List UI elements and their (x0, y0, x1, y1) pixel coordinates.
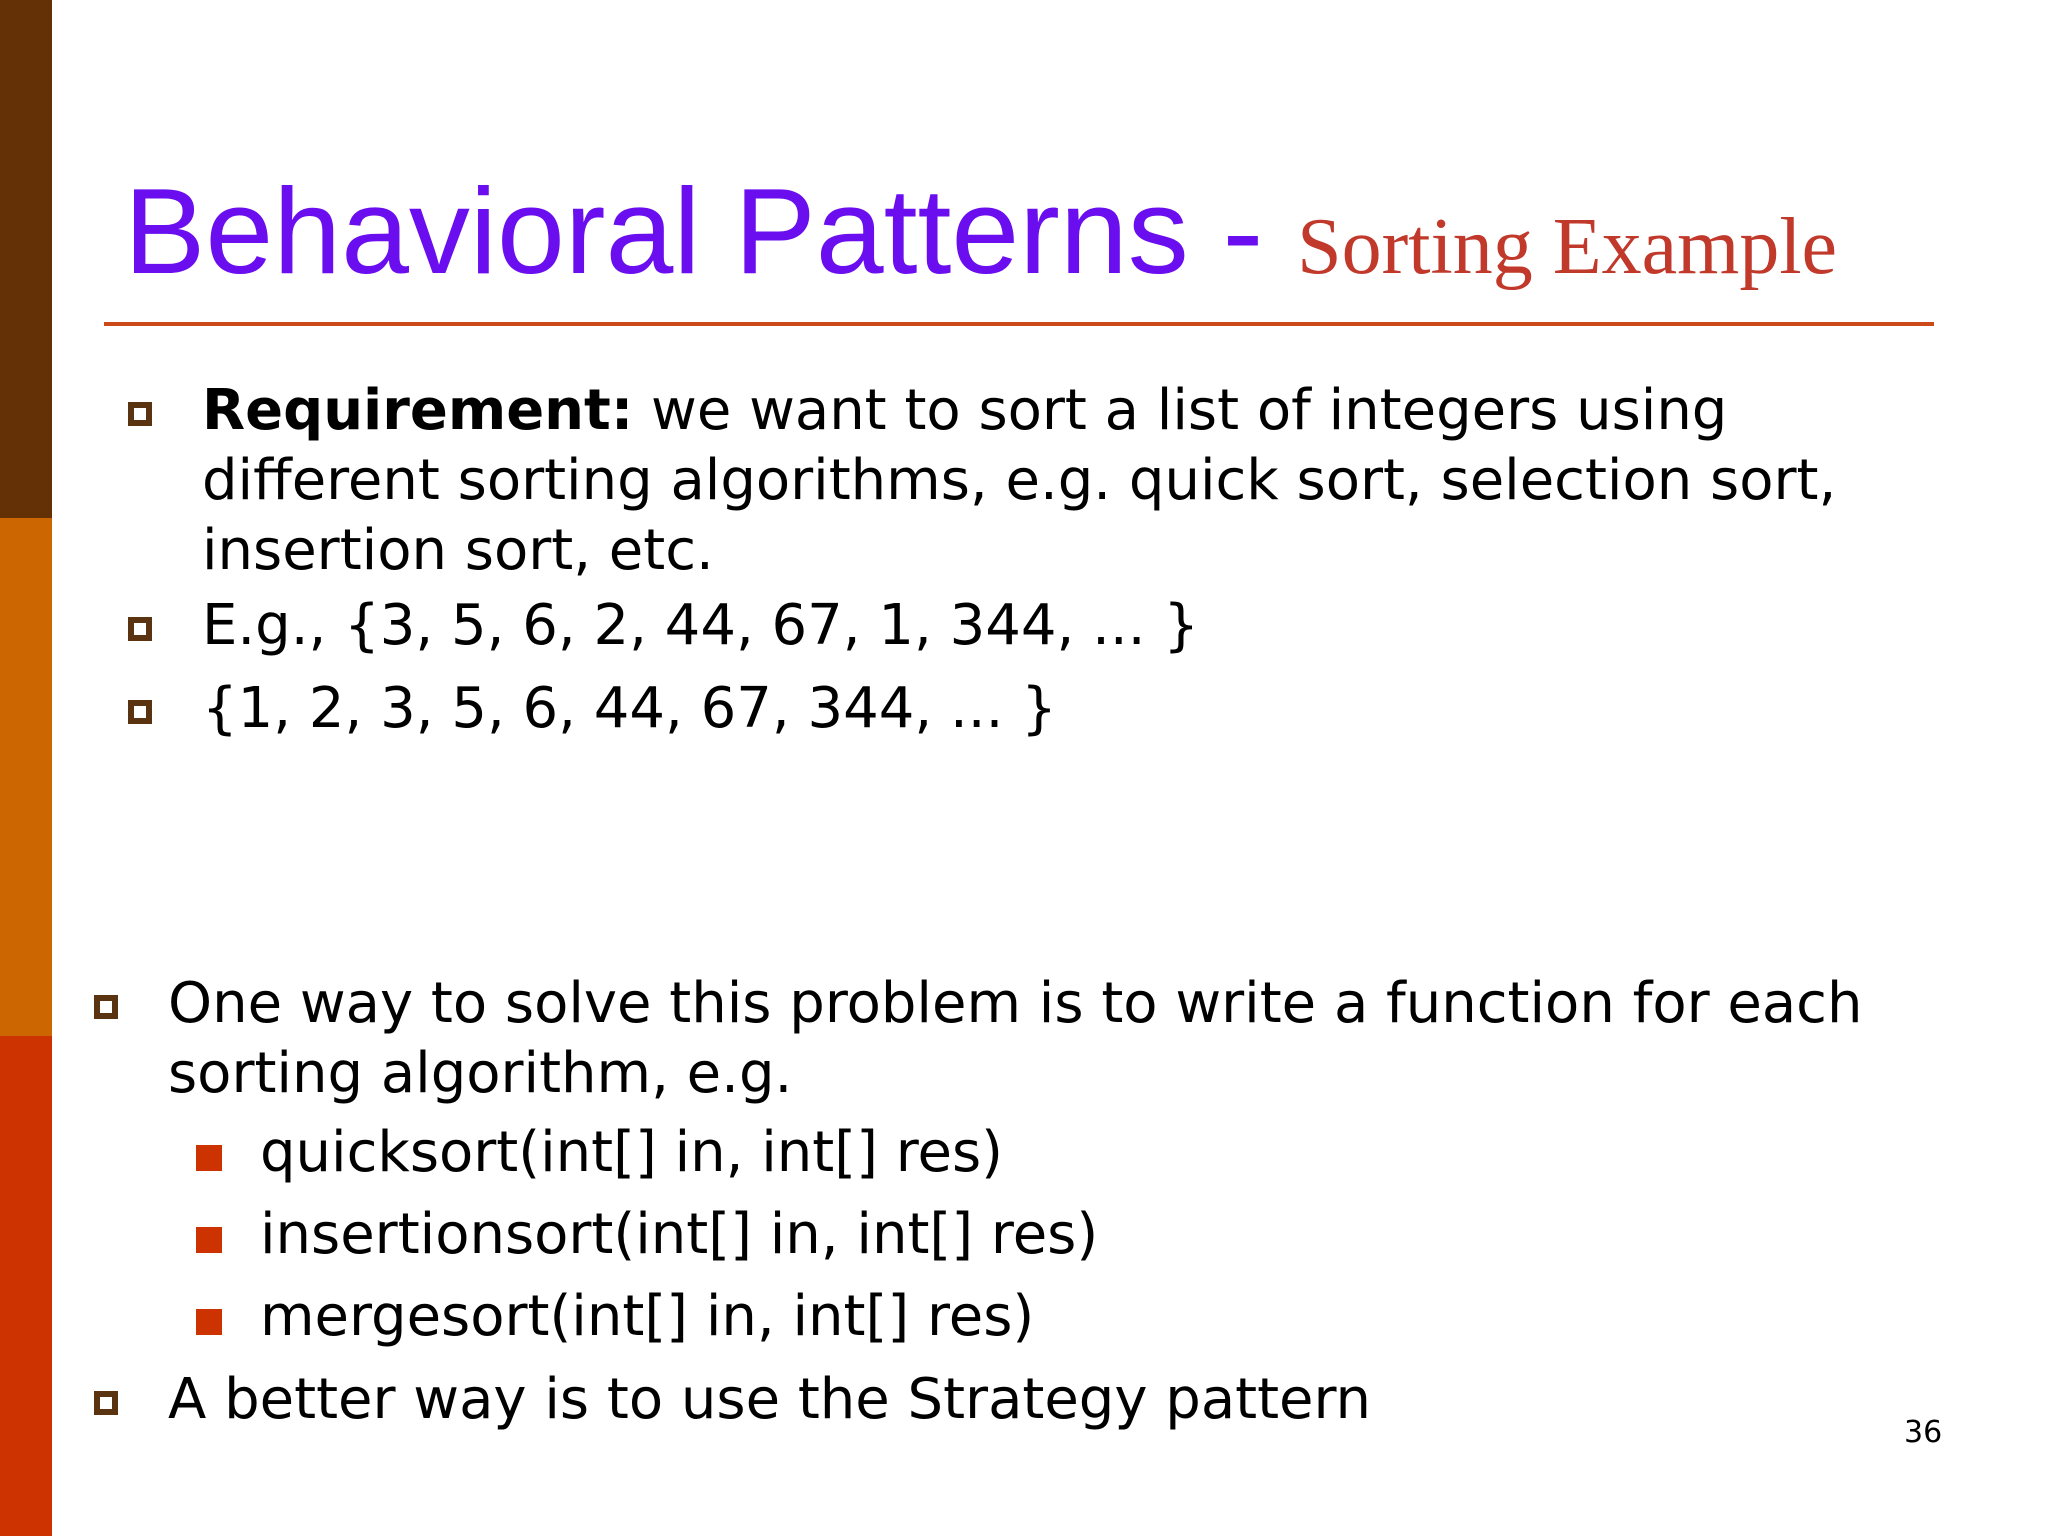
requirement-line-2: different sorting algorithms, e.g. quick sort, selection sort, (202, 448, 1837, 513)
bullet-example-output (128, 674, 1928, 744)
requirement-text-1: we want to sort a list of integers using (633, 378, 1728, 443)
side-bar-top-segment (0, 0, 52, 518)
side-bar-middle-segment (0, 518, 52, 1036)
side-bar-bottom-segment (0, 1036, 52, 1536)
bullet-one-way (94, 969, 1944, 1109)
hollow-square-bullet-icon (128, 402, 152, 426)
bullet-requirement (128, 376, 1928, 586)
page-number: 36 (1904, 1415, 1943, 1450)
hollow-square-bullet-icon (128, 617, 152, 641)
filled-square-bullet-icon (196, 1227, 222, 1253)
hollow-square-bullet-icon (128, 700, 152, 724)
bullet-better-way (94, 1365, 1894, 1435)
example-input-text: E.g., {3, 5, 6, 2, 44, 67, 1, 344, ... } (202, 593, 1199, 658)
function-quicksort: quicksort(int[] in, int[] res) (260, 1120, 1004, 1185)
hollow-square-bullet-icon (94, 995, 118, 1019)
function-insertionsort: insertionsort(int[] in, int[] res) (260, 1202, 1099, 1267)
requirement-line-1 (202, 376, 1727, 446)
filled-square-bullet-icon (196, 1309, 222, 1335)
hollow-square-bullet-icon (94, 1391, 118, 1415)
requirement-label: Requirement: (202, 378, 634, 443)
requirement-line-3: insertion sort, etc. (202, 518, 714, 583)
sub-bullet-mergesort (196, 1282, 1796, 1352)
sub-bullet-quicksort (196, 1118, 1796, 1188)
sub-bullet-insertionsort (196, 1200, 1796, 1270)
filled-square-bullet-icon (196, 1145, 222, 1171)
slide-title (124, 163, 1838, 299)
title-main-text: Behavioral Patterns - (124, 163, 1298, 299)
one-way-line-1: One way to solve this problem is to write a function for each (168, 971, 1863, 1036)
function-mergesort: mergesort(int[] in, int[] res) (260, 1284, 1035, 1349)
one-way-line-2: sorting algorithm, e.g. (168, 1041, 793, 1106)
title-underline-divider (104, 322, 1934, 326)
title-subtitle-text: Sorting Example (1297, 203, 1838, 291)
example-output-text: {1, 2, 3, 5, 6, 44, 67, 344, ... } (202, 676, 1057, 741)
better-way-text: A better way is to use the Strategy pattern (168, 1367, 1372, 1432)
bullet-example-input (128, 591, 1928, 661)
